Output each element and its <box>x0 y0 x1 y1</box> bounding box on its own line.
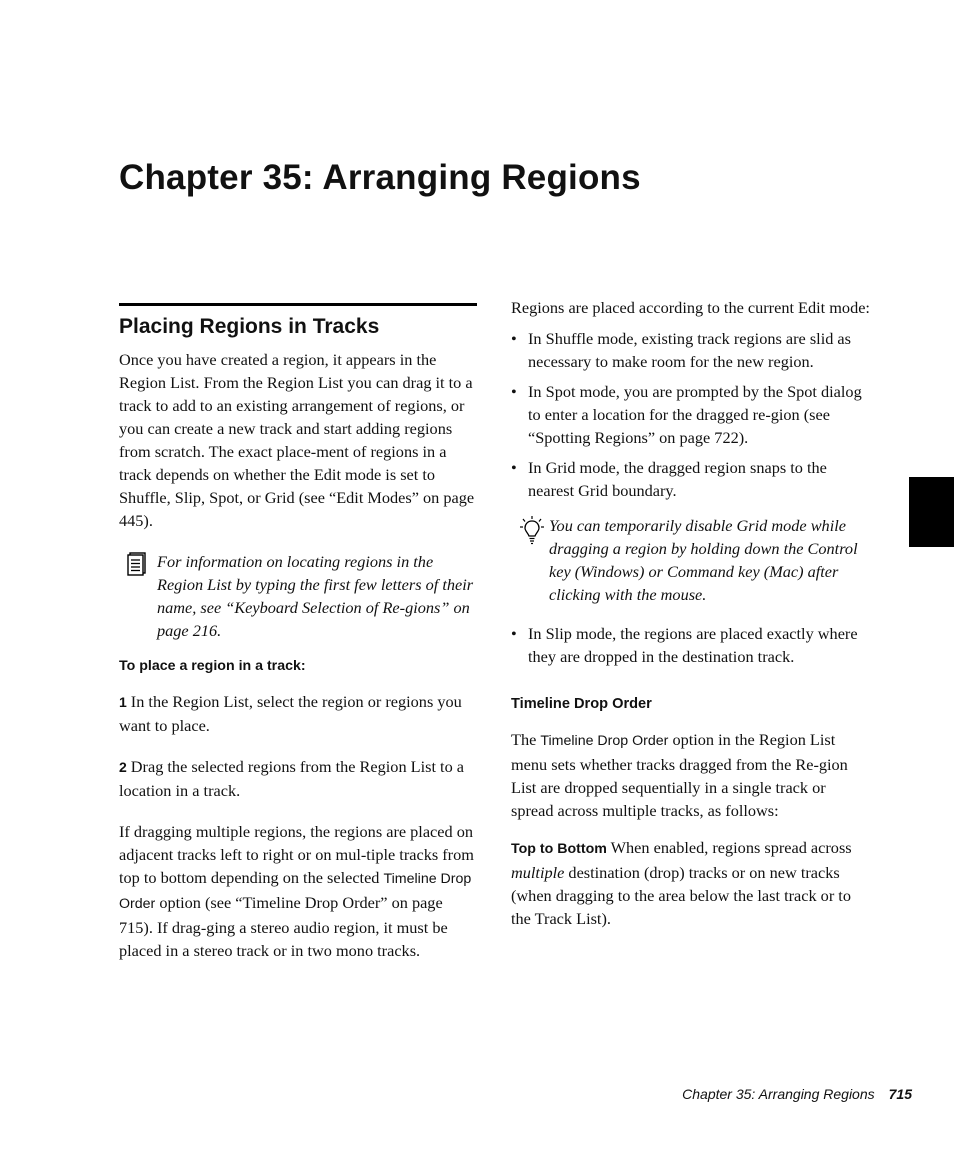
note-icon <box>127 550 157 642</box>
page-footer <box>682 1086 912 1102</box>
chapter-thumb-tab <box>909 477 954 547</box>
chapter-title: Chapter 35: Arranging Regions <box>119 158 641 197</box>
list-item-text: In Spot mode, you are prompted by the Spot dialog to enter a location for the dragged re-gion (see “Spotting Regions” on page 722). <box>528 382 862 447</box>
step-2 <box>119 755 477 802</box>
step-1 <box>119 690 477 737</box>
section-rule <box>119 303 477 306</box>
right-column <box>511 296 871 948</box>
emphasis: multiple <box>511 863 565 882</box>
edit-mode-intro: Regions are placed according to the current Edit mode: <box>511 298 870 317</box>
lightbulb-icon <box>519 514 549 606</box>
page-number: 715 <box>888 1086 912 1102</box>
note-text: For information on locating regions in the Region List by typing the first few letters of their name, see “Keyboard Selection of Re-gions” on page 216. <box>157 552 474 640</box>
subsection-heading: Timeline Drop Order <box>511 696 652 712</box>
list-item: • In Grid mode, the dragged region snaps to the nearest Grid boundary. <box>511 458 827 500</box>
text-run: option (see “Timeline Drop Order” on page 715). If drag-ging a stereo audio region, it must be placed in a stereo track or in two mono tracks. <box>119 893 448 960</box>
intro-paragraph: Once you have created a region, it appears in the Region List. From the Region List you can drag it to a track to add to an existing arrangement of regions, or you can create a new track and start adding regions from scratch. The exact place-ment of regions in a track depends on whether the Edit mode is set to Shuffle, Slip, Spot, or Grid (see “Edit Modes” on page 445). <box>119 350 475 530</box>
text-run: destination (drop) tracks or on new tracks (when dragging to the area below the last track or to the Track List). <box>511 863 851 928</box>
option-lead: Top to Bottom <box>511 841 607 857</box>
text-run: The <box>511 730 541 749</box>
tip-text: You can temporarily disable Grid mode while dragging a region by holding down the Control key (Windows) or Command key (Mac) after clicking with the mouse. <box>549 516 858 604</box>
edit-mode-list-b <box>511 622 871 668</box>
ui-term: Timeline Drop Order <box>540 733 669 749</box>
procedure-heading: To place a region in a track: <box>119 658 306 674</box>
ui-term: Timeline Drop Order <box>119 871 472 912</box>
text-run: option in the Region List menu sets whether tracks dragged from the Re-gion List are dropped sequentially in a single track or spread across multiple tracks, as follows: <box>511 730 848 820</box>
note-callout <box>119 550 477 642</box>
timeline-drop-order-paragraph <box>511 728 871 822</box>
list-item: • In Slip mode, the regions are placed exactly where they are dropped in the destination track. <box>511 624 858 666</box>
step-text: In the Region List, select the region or regions you want to place. <box>119 692 462 735</box>
list-item: • In Shuffle mode, existing track regions are slid as necessary to make room for the new region. <box>511 329 851 371</box>
edit-mode-list-a <box>511 327 871 502</box>
step-text: Drag the selected regions from the Region List to a location in a track. <box>119 757 465 800</box>
tip-callout <box>511 514 871 606</box>
list-item: • In Spot mode, you are prompted by the Spot dialog to enter a location for the dragged re-gion (see “Spotting Regions” on page 722). <box>511 382 862 447</box>
step-number: 1 <box>119 694 127 710</box>
running-title: Chapter 35: Arranging Regions <box>682 1086 875 1102</box>
list-item-text: In Slip mode, the regions are placed exactly where they are dropped in the destination track. <box>528 624 858 666</box>
list-item-text: In Grid mode, the dragged region snaps to the nearest Grid boundary. <box>528 458 827 500</box>
left-column <box>119 303 477 980</box>
list-item-text: In Shuffle mode, existing track regions are slid as necessary to make room for the new region. <box>528 329 851 371</box>
top-to-bottom-paragraph <box>511 836 871 930</box>
text-run: If dragging multiple regions, the regions are placed on adjacent tracks left to right or on mul-tiple tracks from top to bottom depending on the selected <box>119 822 474 887</box>
step-number: 2 <box>119 759 127 775</box>
section-heading: Placing Regions in Tracks <box>119 315 380 338</box>
multi-region-paragraph <box>119 820 477 962</box>
text-run: When enabled, regions spread across <box>606 838 852 857</box>
